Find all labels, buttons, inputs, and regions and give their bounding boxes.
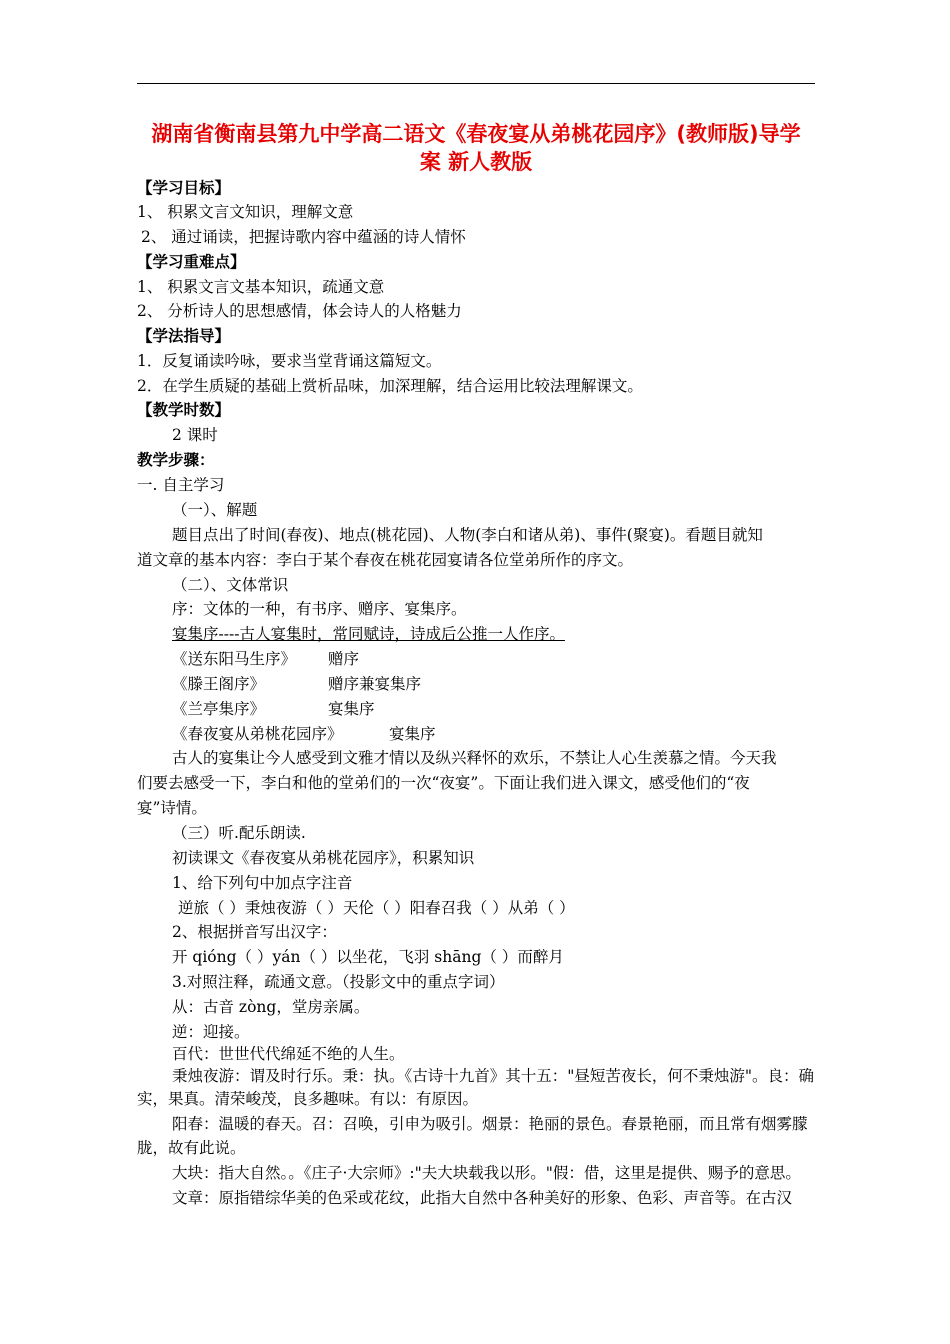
table-row-type: 赠序兼宴集序 [328,675,422,693]
note-line: 阳春：温暖的春天。召：召唤，引申为吸引。烟景：艳丽的景色。春景艳丽，而且常有烟雾朦 [172,1115,808,1133]
question-heading: 3.对照注释，疏通文意。（投影文中的重点字词） [172,973,505,991]
step-heading: 一. 自主学习 [137,476,225,494]
method-item: 1．反复诵读吟咏，要求当堂背诵这篇短文。 [137,352,442,370]
underlined-definition: 宴集序----古人宴集时，常同赋诗，诗成后公推一人作序。 [172,625,565,643]
question-heading: 2、根据拼音写出汉字： [172,923,337,941]
section-heading-hours: 【教学时数】 [137,401,231,419]
goal-item: 1、 积累文言文知识，理解文意 [137,203,354,221]
paragraph-line: 题目点出了时间(春夜)、地点(桃花园)、人物(李白和诸从弟)、事件(聚宴)。看题目就知 [172,526,763,544]
table-row-name: 《滕王阁序》 [172,675,266,693]
question-items: 逆旅（ ）秉烛夜游（ ）天伦（ ）阳春召我（ ）从弟（ ） [178,899,575,917]
note-line: 胧，故有此说。 [137,1139,246,1157]
paragraph-line: 道文章的基本内容：李白于某个春夜在桃花园宴请各位堂弟所作的序文。 [137,551,634,569]
goal-item: 2、 通过诵读，把握诗歌内容中蕴涵的诗人情怀 [141,228,466,246]
hours-value: 2 课时 [172,426,218,444]
subsection-heading: （三）听.配乐朗读. [172,824,306,842]
title-line-1: 湖南省衡南县第九中学高二语文《春夜宴从弟桃花园序》(教师版)导学 [151,122,801,146]
note-line: 大块：指大自然。。《庄子·大宗师》:"夫大块载我以形。"假：借，这里是提供、赐予的意思。 [172,1164,801,1182]
note-line: 从：古音 zòng，堂房亲属。 [172,998,370,1016]
key-point-item: 1、 积累文言文基本知识，疏通文意 [137,278,385,296]
note-line: 秉烛夜游：谓及时行乐。秉：执。《古诗十九首》其十五："昼短苦夜长，何不秉烛游"。良：确 [172,1067,815,1085]
title-line-2: 案 新人教版 [419,150,533,174]
table-row-name: 《兰亭集序》 [172,700,266,718]
section-heading-steps: 教学步骤： [137,451,215,469]
question-heading: 1、给下列句中加点字注音 [172,874,353,892]
key-point-item: 2、 分析诗人的思想感情，体会诗人的人格魅力 [137,302,462,320]
note-line: 文章：原指错综华美的色采或花纹，此指大自然中各种美好的形象、色彩、声音等。在古汉 [172,1189,793,1207]
subsection-heading: （二）、文体常识 [172,576,289,594]
section-heading-method: 【学法指导】 [137,327,231,345]
paragraph-line: 们要去感受一下，李白和他的堂弟们的一次“夜宴”。下面让我们进入课文，感受他们的“夜 [137,774,750,792]
paragraph-line: 序：文体的一种，有书序、赠序、宴集序。 [172,600,467,618]
note-line: 百代：世世代代绵延不绝的人生。 [172,1045,405,1063]
method-item: 2．在学生质疑的基础上赏析品味，加深理解，结合运用比较法理解课文。 [137,377,643,395]
table-row-type: 宴集序 [389,725,436,743]
table-row-name: 《送东阳马生序》 [172,650,297,668]
section-heading-goals: 【学习目标】 [137,179,231,197]
paragraph-line: 宴”诗情。 [137,799,207,817]
document-title [137,120,815,176]
section-heading-key-points: 【学习重难点】 [137,253,246,271]
note-line: 逆：迎接。 [172,1023,250,1041]
header-rule [137,83,815,84]
paragraph-line: 古人的宴集让今人感受到文雅才情以及纵兴释怀的欢乐，不禁让人心生羡慕之情。今天我 [172,749,777,767]
paragraph-line: 初读课文《春夜宴从弟桃花园序》，积累知识 [172,849,475,867]
note-line: 实，果真。清荣峻茂，良多趣味。有以：有原因。 [137,1090,479,1108]
table-row-type: 赠序 [328,650,360,668]
subsection-heading: （一）、解题 [172,501,258,519]
table-row-type: 宴集序 [328,700,375,718]
table-row-name: 《春夜宴从弟桃花园序》 [172,725,343,743]
question-items: 开 qióng（ ）yán（ ）以坐花，飞羽 shāng（ ）而醉月 [172,948,564,966]
